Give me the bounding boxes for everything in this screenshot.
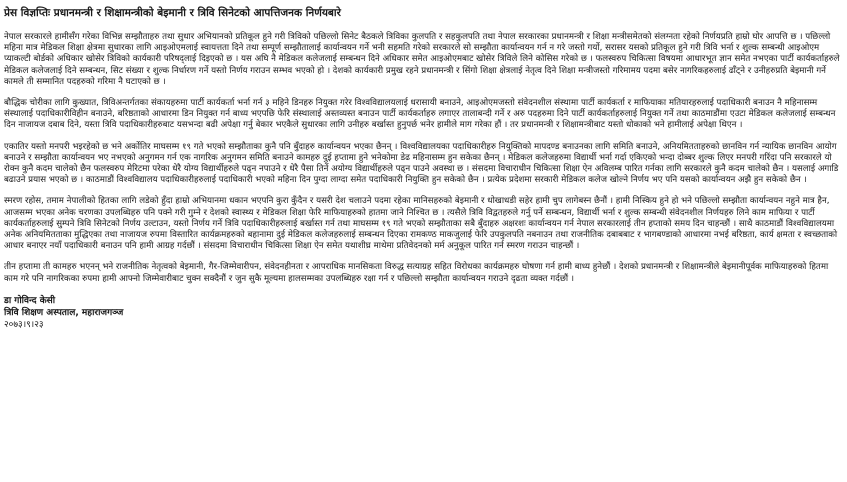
paragraph-3: एकातिर यस्तो मनपरी भइरहेको छ भने अर्कोतिर माघसम्म १९ गते भएको सम्झौताका कुनै पनि बुँदाहरु कार्यान्वयन भएका छैनन् । विश्वविद्यालयका पदाधिकारीहरु नियुक्तिको मापदण्ड बनाउनका लागि समिति बनाउने, अनियमितताहरुको छानविन गर्न न्यायिक छानविन आयोग बनाउने र सम्झौता कार्यान्वयन भए नभएको अनुगमन गर्न एक नागरिक अनुगमन समिति बनाउने कामहरु दुई हप्तामा हुने भनेकोमा डेढ महिनासम्म हुन सकेका छैनन् । मेडिकल कलेजहरुमा विद्यार्थी भर्ना गर्दा एकिएको भन्दा दोब्बर शुल्क लिएर मनपरी गरिंदा पनि सरकारले यो रोक्न कुनै कदम चालेको छैन फलस्वरुप मेरिटमा परेका धेरै योग्य विद्यार्थीहरुले पढ्न नपाउने र धेरै पैसा तिर्ने अयोग्य विद्यार्थीहरुले पढ्न पाउने अवस्था छ । संसदमा विचाराधीन चिकित्सा शिक्षा ऐन अविलम्ब पारित गर्नका लागि सरकारले कुनै कदम चालेको छैन । यसलाई अगाडि बढाउने प्रयास भएको छ । काठमाडौं विश्वविद्यालय पदाधिकारीहरुलाई पदाधिकारी भएको महिना दिन पुग्दा लाग्दा समेत पदाधिकारी नियुक्ति हुन सकेको छैन । प्रत्येक प्रदेशमा सरकारी मेडिकल कलेज खोल्ने निर्णय भए पनि यसको कार्यान्वयन अझै हुन सकेको छैन । xyxy=(4,141,839,186)
paragraph-4: स्मरण रहोस, तमाम नेपालीको हितका लागि लडेको हुँदा हाम्रो अभियानमा धकान भएपनि कुरा कुँदैन र यसरी देश चलाउने पदमा रहेका मानिसहरुको बेइमानी र धोखाधडी सहेर हामी चुप लागेबस्न छैनौं । हामी निस्किय हुने हो भने पछिल्लो सम्झौता कार्यान्वयन नहुने मात्र हैन, आजसम्म भएका अनेक चरणका उपलब्धिहरु पनि पक्ने गरी गुम्ने र देशको स्वास्थ्य र मेडिकल शिक्षा फेरि माफियाहरुको हातमा जाने निश्चित छ । त्यसैले त्रिवि विद्वतहरुले गर्नु पर्ने सम्बन्धन, विद्यार्थी भर्ना र शुल्क सम्बन्धी संवेदनशील निर्णयहरु लिने काम माफिया र पार्टी कार्यकर्ताहरुलाई सुम्पने त्रिवि सिनेटको निर्णय उल्टाउन, यस्तो निर्णय गर्ने त्रिवि पदाधिकारीहरुलाई बर्खास्त गर्न तथा माघसम्म १९ गते भएको सम्झौताका सबै बुँदाहरु अक्षरशः कार्यान्वयन गर्न नेपाल सरकारलाई तीन हप्ताको समय दिन चाहन्छौं । साथै काठमाडौं विश्वविद्यालयमा अनेक अनियमितताका मुद्धिएका तथा नाजायज रुपमा विस्तारित कार्यक्रमहरुको बहानामा दुई मेडिकल कलेजहरुलाई सम्बन्धन दिएका रामकण्ठ माकजुलाई फेरि उपकुलपति नबनाउन तथा राजनीतिक दबाबबाट र भागबण्डाको आधारमा नभई बरिष्ठता, कार्य क्षमता र स्वच्छताको आधार बनाएर नयाँ पदाधिकारी बनाउन पनि हामी आग्रह गर्दछौं । संसदमा विचाराधीन चिकित्सा शिक्षा ऐन समेत यथाशीघ्र माथेमा प्रतिवेदनको मर्म अनुकूल पारित गर्न स्मरण गराउन चाहन्छौं । xyxy=(4,196,838,252)
signatory-name: डा गोविन्द केसी xyxy=(4,295,56,306)
document-date: २०७३।९।२३ xyxy=(4,319,44,330)
paragraph-2: बौद्धिक चोरीका लागि कुख्यात, त्रिविअन्तर्गतका संकायहरुमा पार्टी कार्यकर्ता भर्ना गर्न ३ महिने डिनहरु नियुक्त गरेर विश्वविद्यालयलाई धरासायी बनाउने, आइओएमजस्तो संवेदनशील संस्थामा पार्टी कार्यकर्ता र माफियाका मतियारहरुलाई पदाधिकारी बनाउन नै महिनासम्म संस्थालाई पदाधिकारीविहीन बनाउने, बरिष्ठताको आधारमा डिन नियुक्त गर्न बाध्य भएपछि फेरि संस्थालाई अस्तव्यस्त बनाउन पार्टी कार्यकर्ताहरु लगाएर तालाबन्दी गर्ने र अरु पदहरुमा दिने पार्टी कार्यकर्ताहरुलाई नियुक्त गर्ने तथा काठमाडौंमा एउटा मेडिकल कलेजलाई सम्बन्धन दिन नाजायज दबाब दिने, यस्ता त्रिवि पदाधिकारीहरुबाट यसभन्दा बढी अपेक्षा गर्नु बेकार भएकैले सुधारका लागि उनीहरु बर्खास्त हुनुपर्छ भनेर हामीले माग गरेका हौं । तर प्रधानमन्त्री र शिक्षामन्त्रीबाट यस्तो धोकाको भने हामीलाई अपेक्षा थिएन । xyxy=(4,98,836,131)
signatory-institution: त्रिवि शिक्षण अस्पताल, महाराजगञ्ज xyxy=(4,307,124,318)
document-title: प्रेस विज्ञप्तिः प्रधानमन्त्री र शिक्षामन्त्रीको बेइमानी र त्रिवि सिनेटको आपत्तिजनक निर्णयबारे xyxy=(4,7,341,19)
paragraph-5: तीन हप्तामा ती कामहरु भएनन् भने राजनीतिक नेतृत्वको बेइमानी, गैर-जिम्मेवारीपन, संवेदनहीनता र आपराधिक मानसिकता विरुद्ध सत्याग्रह सहित विरोधका कार्यक्रमहरु घोषणा गर्न हामी बाध्य हुनेछौं । देशको प्रधानमन्त्री र शिक्षामन्त्रीले बेइमानीपूर्वक माफियाहरुको हितमा काम गरे पनि नागरिकका रुपमा हामी आफ्नो जिम्मेवारीबाट चुक्न सक्दैनौं र जुन सुकै मूल्यमा हालसम्मका उपलब्धिहरु रक्षा गर्न र पछिल्लो सम्झौता कार्यान्वयन गराउने दृढता व्यक्त गर्दछौं । xyxy=(4,262,829,284)
paragraph-1: नेपाल सरकारले हामीसँग गरेका विभिन्न सम्झौताहरु तथा सुधार अभियानको प्रतिकूल हुने गरी त्रिविको पछिल्लो सिनेट बैठकले त्रिविका कुलपति र सहकुलपति तथा नेपाल सरकारका प्रधानमन्त्री र शिक्षा मन्त्रीसमेतको संलग्नता रहेको निर्णयप्रति हाम्रो घोर आपत्ति छ । पछिल्लो महिना मात्र मेडिकल शिक्षा क्षेत्रमा सुधारका लागि आइओएमलाई स्वायत्तता दिने तथा सम्पूर्ण सम्झौतालाई कार्यान्वयन गर्ने भनी सहमति गरेको सरकारले सो सम्झौता कार्यान्वयन गर्न न गरे जस्तो गर्यो, सरासर यसको प्रतिकूल हुने गरी त्रिवि भर्ना र शुल्क सम्बन्धी आइओएम प्याकल्टी बोर्डको अधिकार खोसेर त्रिविको कार्यकारी परिषद्लाई दिइएको छ । यस अघि नै मेडिकल कलेजलाई सम्बन्धन दिने अधिकार समेत आइओएमबाट खोसेर त्रिविले लिने कोसिस गरेको छ । फलस्वरुप चिकित्सा विषयमा आधारभूत ज्ञान समेत नभएका पार्टी कार्यकर्ताहरुले मेडिकल कलेजलाई दिने सम्बन्धन, सिट संख्या र शुल्क निर्धारण गर्ने यस्तो निर्णय गराउन सम्भव भएको हो । देशको कार्यकारी प्रमुख रहने प्रधानमन्त्री र सिंगो शिक्षा क्षेत्रलाई नेतृत्व दिने शिक्षा मन्त्रीजस्तो गरिमामय पदमा बसेर नागरिकहरुलाई ढाँट्ने र उनीहरुप्रति बेइमानी गर्ने कामले ती सम्मानित पदहरुको गरिमा नै घटाएको छ । xyxy=(4,32,840,87)
signature-block xyxy=(4,295,841,331)
